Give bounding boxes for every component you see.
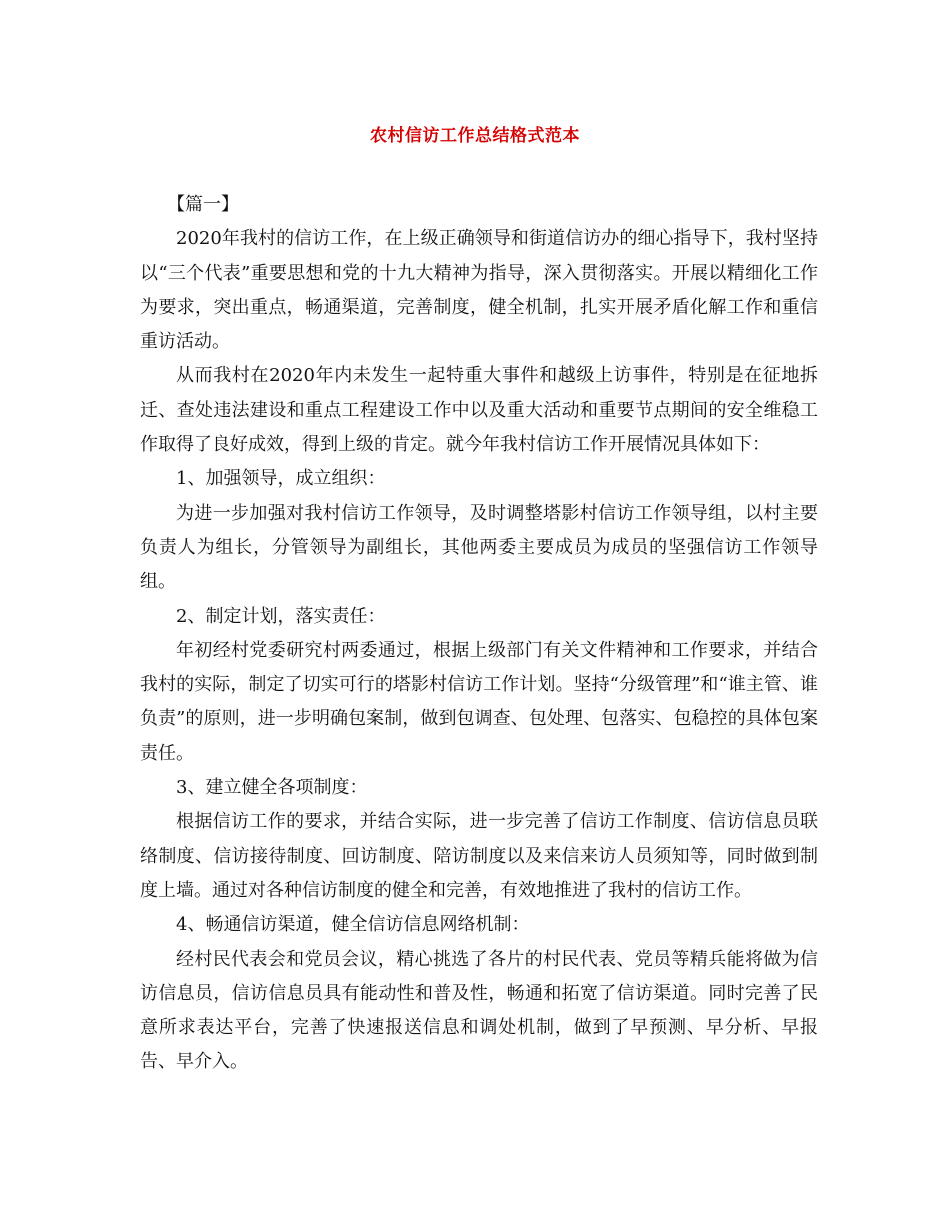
item-heading: 2、制定计划，落实责任： [176,605,386,627]
body-paragraph: 年初经村党委研究村两委通过，根据上级部门有关文件精神和工作要求，并结合我村的实际，制定了切实可行的塔影村信访工作计划。坚持“分级管理”和“谁主管、谁负责”的原则，进一步明确包案制，做到包调查、包处理、包落实、包稳控的具体包案责任。 [140,639,818,764]
document-title: 农村信访工作总结格式范本 [370,126,580,146]
body-paragraph: 为进一步加强对我村信访工作领导，及时调整塔影村信访工作领导组，以村主要负责人为组长，分管领导为副组长，其他两委主要成员为成员的坚强信访工作领导组。 [140,502,818,593]
body-paragraph: 根据信访工作的要求，并结合实际，进一步完善了信访工作制度、信访信息员联络制度、信访接待制度、回访制度、陪访制度以及来信来访人员须知等，同时做到制度上墙。通过对各种信访制度的健全和完善，有效地推进了我村的信访工作。 [140,811,818,901]
body-paragraph: 从而我村在2020年内未发生一起特重大事件和越级上访事件，特别是在征地拆迁、查处违法建设和重点工程建设工作中以及重大活动和重要节点期间的安全维稳工作取得了良好成效，得到上级的肯定。就今年我村信访工作开展情况具体如下： [140,365,818,456]
section-label: 【篇一】 [167,194,239,215]
item-heading: 1、加强领导，成立组织： [176,468,386,490]
item-heading: 4、畅通信访渠道，健全信访信息网络机制： [176,914,530,936]
document-body [140,188,818,1080]
body-paragraph: 2020年我村的信访工作，在上级正确领导和街道信访办的细心指导下，我村坚持以“三个代表”重要思想和党的十九大精神为指导，深入贯彻落实。开展以精细化工作为要求，突出重点，畅通渠道，完善制度，健全机制，扎实开展矛盾化解工作和重信重访活动。 [140,228,818,353]
body-paragraph: 经村民代表会和党员会议，精心挑选了各片的村民代表、党员等精兵能将做为信访信息员，信访信息员具有能动性和普及性，畅通和拓宽了信访渠道。同时完善了民意所求表达平台，完善了快速报送信息和调处机制，做到了早预测、早分析、早报告、早介入。 [140,948,818,1073]
item-heading: 3、建立健全各项制度： [176,777,368,799]
